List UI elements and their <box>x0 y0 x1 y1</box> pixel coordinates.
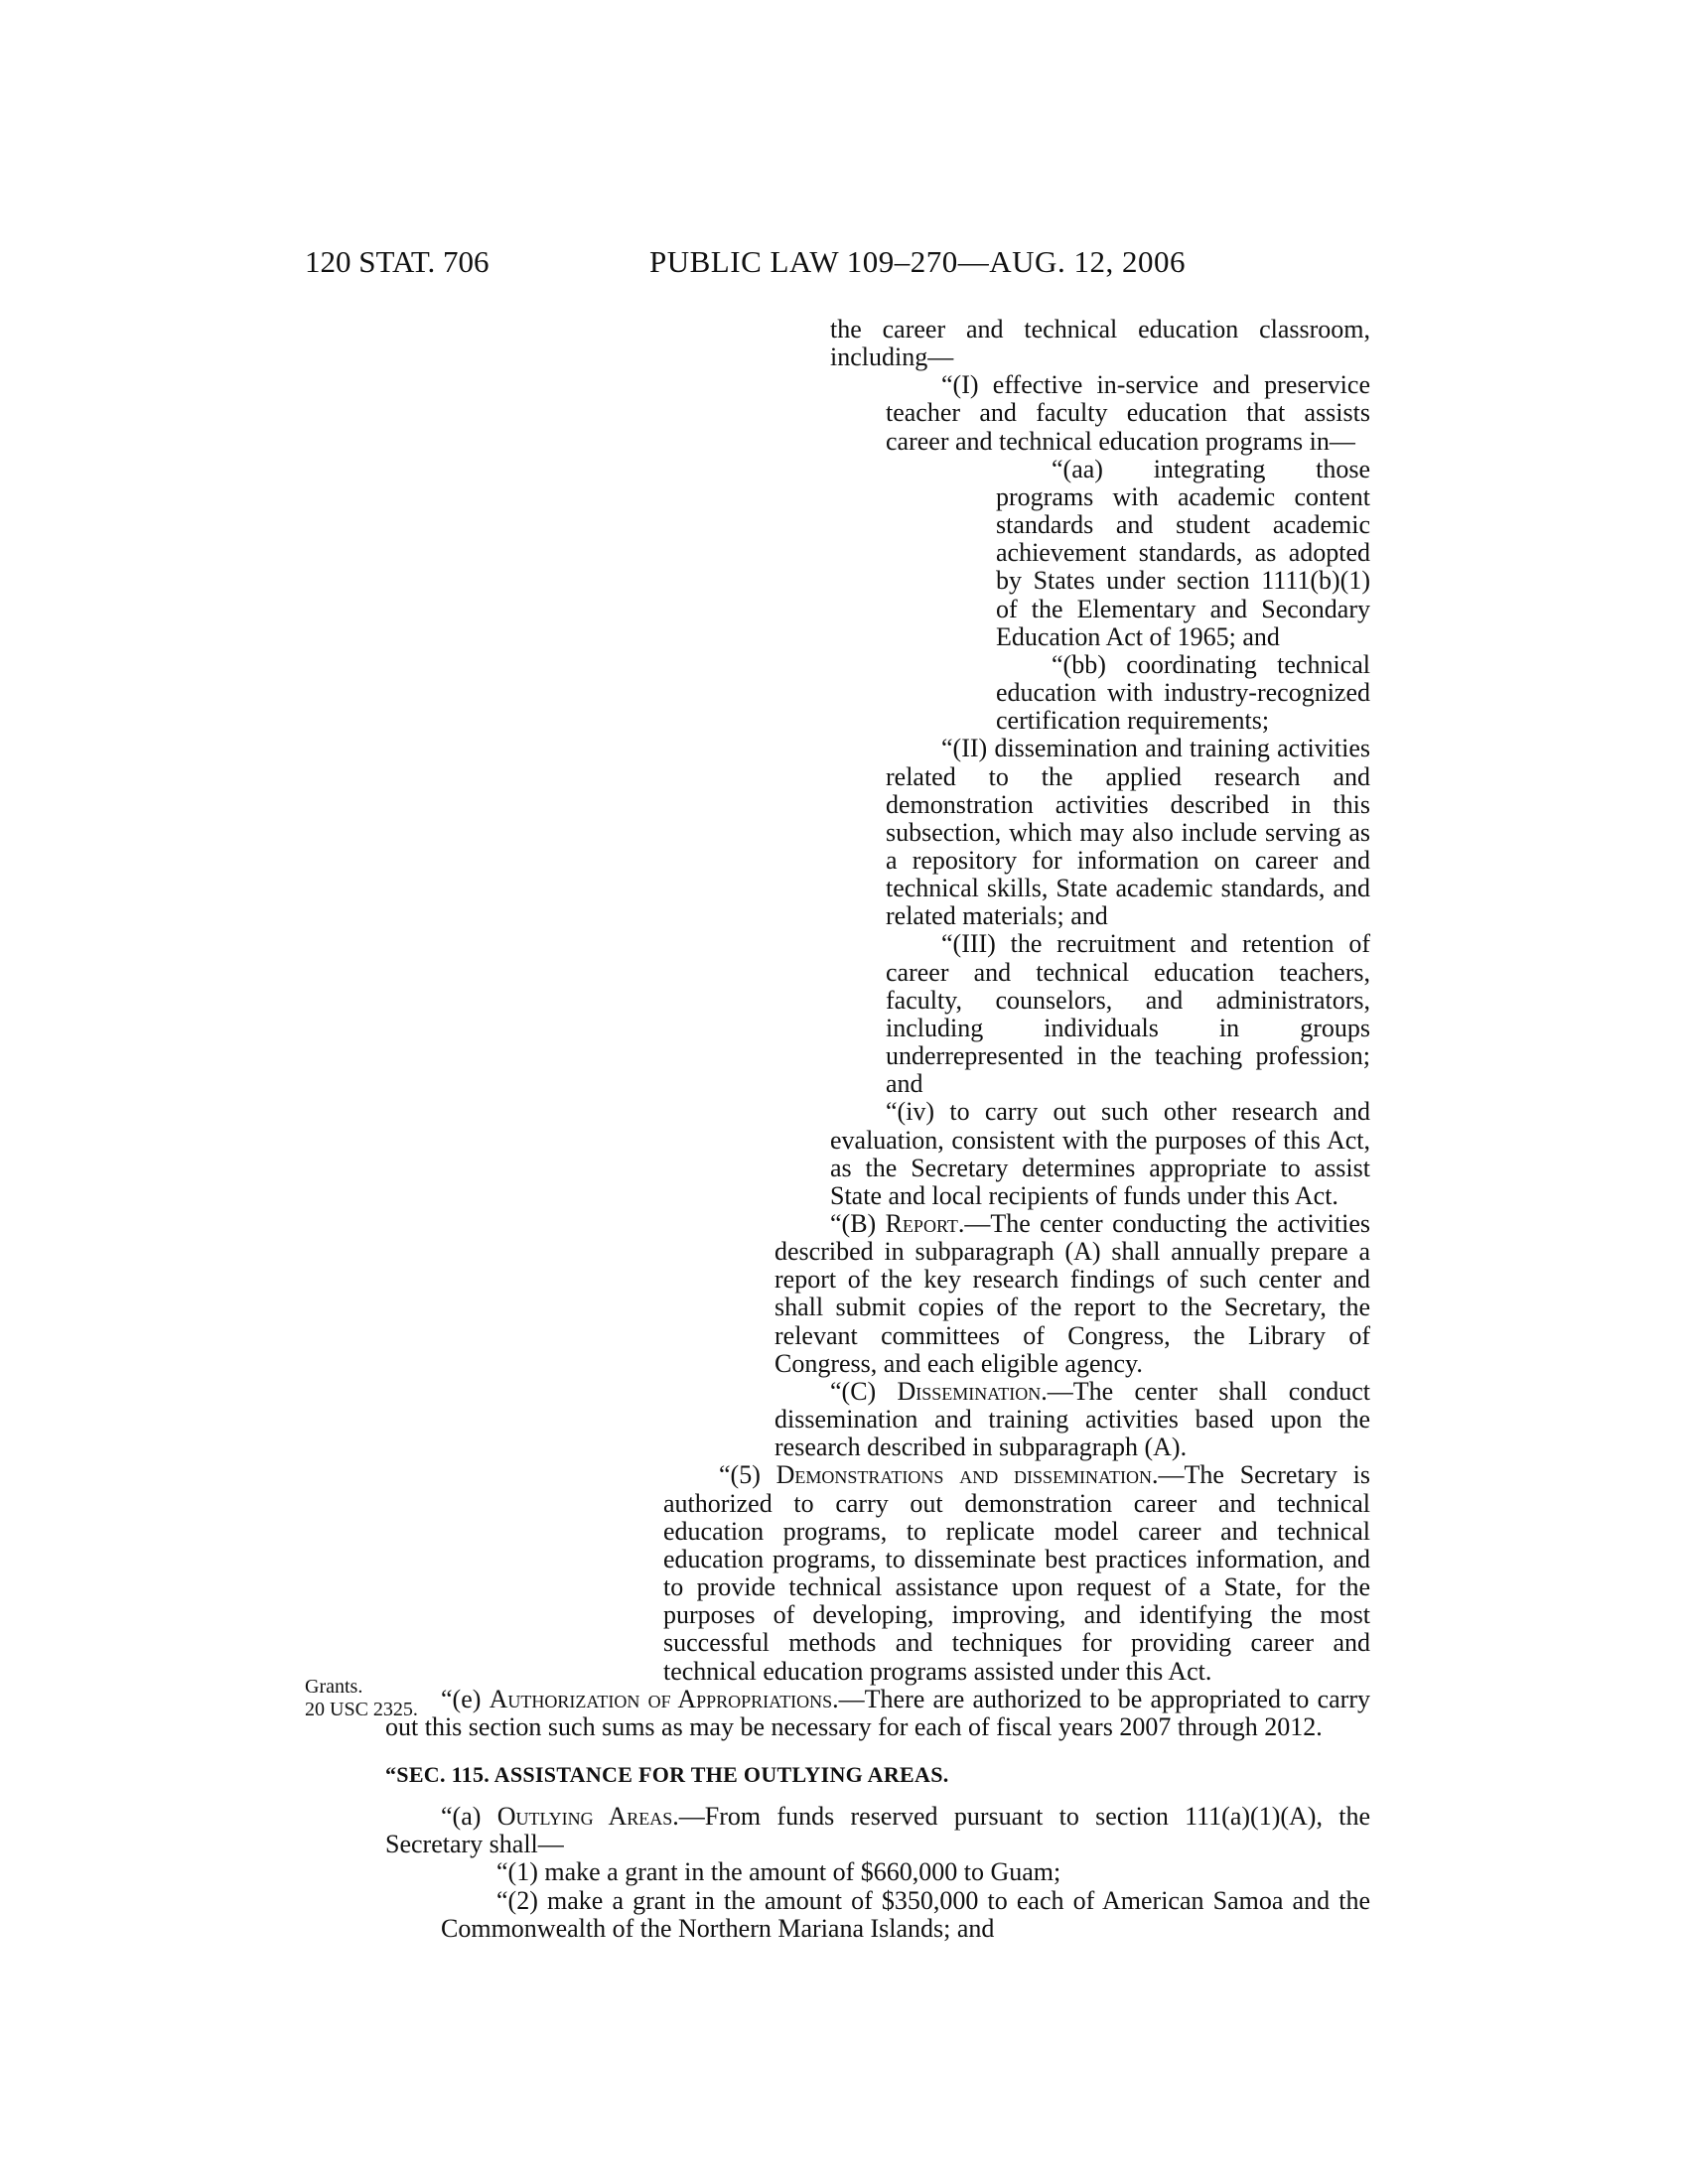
paragraph-e-caption: Authorization of Appropriations <box>489 1684 833 1713</box>
paragraph-a <box>385 1803 1370 1858</box>
body-text <box>385 315 1370 1943</box>
paragraph-a-caption: Outlying Areas <box>496 1802 673 1832</box>
paragraph-bb-text: “(bb) coordinating technical education with industry-recognized certification requirements; <box>996 649 1370 736</box>
paragraph-continuation: the career and technical education classroom, including— <box>830 315 1370 372</box>
paragraph-aa-text: “(aa) integrating those programs with academic content standards and student academic achievement standards, as adopted by States under section 1111(b)(1) of the Elementary and Secondary Education Act of 1965; and <box>996 454 1370 651</box>
paragraph-C-lead: “(C) <box>830 1376 898 1406</box>
paragraph-B-lead: “(B) <box>830 1209 886 1238</box>
paragraph-II-text: “(II) dissemination and training activities related to the applied research and demonstration activities described in this subsection, which may also include serving as a repository for information on career and technical skills, State academic standards, and related materials; and <box>886 734 1370 931</box>
paragraph-C-caption: Dissemination <box>897 1376 1042 1406</box>
paragraph-e-text: .—There are authorized to be appropriated to carry out this section such sums as may be necessary for each of fiscal years 2007 through 2012. <box>385 1684 1370 1741</box>
stat-reference: 120 STAT. 706 <box>305 244 490 279</box>
paragraph-5-caption: Demonstrations and dissemination <box>775 1460 1152 1490</box>
paragraph-III-text: “(III) the recruitment and retention of career and technical education teachers, faculty, counselors, and administrators, including individuals in groups underrepresented in the teaching profession; and <box>886 929 1370 1099</box>
paragraph-5 <box>496 1461 1370 1685</box>
paragraph-a-text: .—From funds reserved pursuant to section 111(a)(1)(A), the Secretary shall— <box>385 1802 1370 1859</box>
paragraph-II <box>496 735 1370 930</box>
paragraph-I-text: “(I) effective in-service and preservice teacher and faculty education that assists career and technical education programs in— <box>886 370 1370 456</box>
paragraph-iv-text: “(iv) to carry out such other research and evaluation, consistent with the purposes of this Act, as the Secretary determines appropriate to assist State and local recipients of funds under this Act. <box>830 1097 1370 1210</box>
margin-note-grants: Grants. <box>305 1676 363 1698</box>
paragraph-bb <box>496 651 1370 735</box>
paragraph-III <box>496 930 1370 1098</box>
section-heading: “SEC. 115. ASSISTANCE FOR THE OUTLYING AREAS. <box>385 1761 949 1787</box>
paragraph-5-lead: “(5) <box>719 1460 776 1490</box>
paragraph-a-lead: “(a) <box>441 1802 497 1832</box>
paragraph-iv <box>496 1098 1370 1210</box>
paragraph-aa <box>496 456 1370 651</box>
paragraph-5-text: .—The Secretary is authorized to carry out demonstration career and technical education programs, to replicate model career and technical education programs, to disseminate best practices information, and to provide technical assistance upon request of a State, for the purposes of developing, improving, and identifying the most successful methods and techniques for providing career and technical education programs assisted under this Act. <box>663 1460 1370 1686</box>
paragraph-1 <box>441 1858 1370 1886</box>
paragraph-C-text: .—The center shall conduct dissemination and training activities based upon the research described in subparagraph (A). <box>774 1376 1370 1462</box>
law-title: PUBLIC LAW 109–270—AUG. 12, 2006 <box>649 244 1186 279</box>
paragraph-I <box>496 371 1370 455</box>
paragraph-e-lead: “(e) <box>441 1684 490 1713</box>
paragraph-B-caption: Report <box>885 1209 958 1238</box>
paragraph-C <box>496 1378 1370 1461</box>
paragraph-B-text: .—The center conducting the activities described in subparagraph (A) shall annually prepare a report of the key research findings of such center and shall submit copies of the report to the Secretary, the relevant committees of Congress, the Library of Congress, and each eligible agency. <box>774 1209 1370 1378</box>
paragraph-2 <box>441 1887 1370 1943</box>
paragraph-B <box>496 1210 1370 1378</box>
paragraph-1-text: “(1) make a grant in the amount of $660,000 to Guam; <box>496 1857 1061 1887</box>
paragraph-e <box>385 1686 1370 1741</box>
margin-note-usc: 20 USC 2325. <box>305 1699 418 1720</box>
paragraph-2-text: “(2) make a grant in the amount of $350,000 to each of American Samoa and the Commonwealth of the Northern Mariana Islands; and <box>441 1885 1370 1943</box>
